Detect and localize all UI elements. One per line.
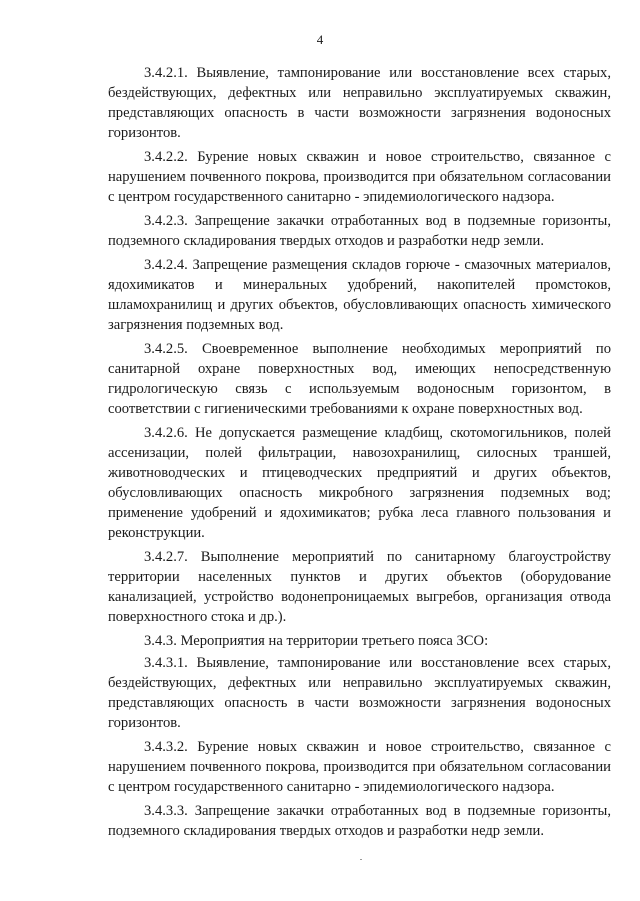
paragraph-3-4-3-3: 3.4.3.3. Запрещение закачки отработанных вод в подземные горизонты, подземного складирования твердых отходов и разработки недр земли. (108, 803, 611, 839)
paragraph-3-4-3-2: 3.4.3.2. Бурение новых скважин и новое строительство, связанное с нарушением почвенного покрова, производится при обязательном согласовании с центром государственного санитарно - эпидемиологического надзора. (108, 739, 611, 795)
document-body (108, 63, 611, 845)
paragraph-3-4-2-2: 3.4.2.2. Бурение новых скважин и новое строительство, связанное с нарушением почвенного покрова, производится при обязательном согласовании с центром государственного санитарно - эпидемиологического надзора. (108, 149, 611, 205)
section-heading-3-4-3: 3.4.3. Мероприятия на территории третьего пояса ЗСО: (144, 633, 489, 649)
paragraph-3-4-2-1: 3.4.2.1. Выявление, тампонирование или восстановление всех старых, бездействующих, дефектных или неправильно эксплуатируемых скважин, представляющих опасность в части возможности загрязнения водоносных горизонтов. (108, 65, 611, 141)
paragraph-3-4-2-6: 3.4.2.6. Не допускается размещение кладбищ, скотомогильников, полей ассенизации, полей фильтрации, навозохранилищ, силосных траншей, животноводческих и птицеводческих предприятий и других объектов, обусловливающих опасность микробного загрязнения подземных вод; применение удобрений и ядохимикатов; рубка леса главного пользования и реконструкции. (108, 425, 611, 541)
paragraph-3-4-2-7: 3.4.2.7. Выполнение мероприятий по санитарному благоустройству территории населенных пунктов и других объектов (оборудование канализацией, устройство водонепроницаемых выгребов, организация отвода поверхностного стока и др.). (108, 549, 611, 625)
paragraph-3-4-2-5: 3.4.2.5. Своевременное выполнение необходимых мероприятий по санитарной охране поверхностных вод, имеющих непосредственную гидрологическую связь с используемым водоносным горизонтом, в соответствии с гигиеническими требованиями к охране поверхностных вод. (108, 341, 611, 417)
scan-speck (360, 859, 362, 860)
paragraph-3-4-2-4: 3.4.2.4. Запрещение размещения складов горюче - смазочных материалов, ядохимикатов и минеральных удобрений, накопителей промстоков, шламохранилищ и других объектов, обусловливающих опасность химического загрязнения подземных вод. (108, 257, 611, 333)
page-number: 4 (316, 32, 324, 47)
paragraph-3-4-3-1: 3.4.3.1. Выявление, тампонирование или восстановление всех старых, бездействующих, дефектных или неправильно эксплуатируемых скважин, представляющих опасность в части возможности загрязнения водоносных горизонтов. (108, 655, 611, 731)
paragraph-3-4-2-3: 3.4.2.3. Запрещение закачки отработанных вод в подземные горизонты, подземного складирования твердых отходов и разработки недр земли. (108, 213, 611, 249)
